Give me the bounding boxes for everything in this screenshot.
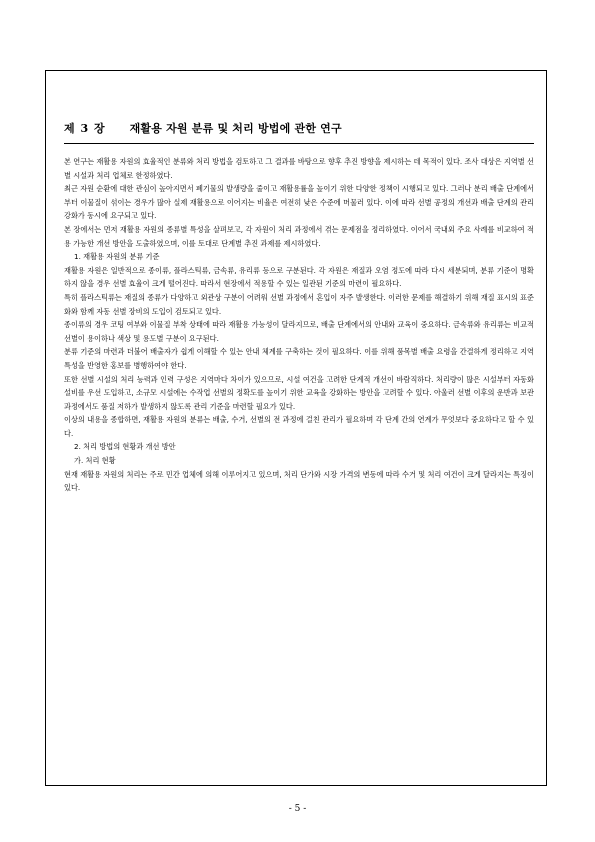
paragraph: 본 장에서는 먼저 재활용 자원의 종류별 특성을 살펴보고, 각 자원이 처리 과정에서 겪는 문제점을 정리하였다. 이어서 국내외 주요 사례를 비교하여 적용 가능한 개선 방안을 도출하였으며, 이를 토대로 단계별 추진 과제를 제시하였다. (64, 224, 534, 248)
paragraph: 최근 자원 순환에 대한 관심이 높아지면서 폐기물의 발생량을 줄이고 재활용률을 높이기 위한 다양한 정책이 시행되고 있다. 그러나 분리 배출 단계에서부터 이물질이 섞이는 경우가 많아 실제 재활용으로 이어지는 비율은 여전히 낮은 수준에 머물러 있다. 이에 따라 선별 공정의 개선과 배출 단계의 관리 강화가 동시에 요구되고 있다. (64, 184, 534, 221)
chapter-heading (64, 117, 530, 139)
paragraph: 이상의 내용을 종합하면, 재활용 자원의 분류는 배출, 수거, 선별의 전 과정에 걸친 관리가 필요하며 각 단계 간의 연계가 무엇보다 중요하다고 할 수 있다. (64, 415, 534, 438)
heading-divider (64, 143, 534, 144)
page-number: - 5 - (288, 804, 307, 814)
paragraph: 본 연구는 재활용 자원의 효율적인 분류와 처리 방법을 검토하고 그 결과를 바탕으로 향후 추진 방향을 제시하는 데 목적이 있다. 조사 대상은 지역별 선별 시설과 처리 업체로 한정하였다. (64, 157, 534, 180)
paragraph: 가. 처리 현황 (74, 456, 116, 466)
paragraph: 또한 선별 시설의 처리 능력과 인력 구성은 지역마다 차이가 있으므로, 시설 여건을 고려한 단계적 개선이 바람직하다. 처리량이 많은 시설부터 자동화 설비를 우선 도입하고, 소규모 시설에는 수작업 선별의 정확도를 높이기 위한 교육을 강화하는 방안을 고려할 수 있다. 아울러 선별 이후의 운반과 보관 과정에서도 품질 저하가 발생하지 않도록 관리 기준을 마련할 필요가 있다. (64, 374, 534, 411)
paragraph: 종이류의 경우 코팅 여부와 이물질 부착 상태에 따라 재활용 가능성이 달라지므로, 배출 단계에서의 안내와 교육이 중요하다. 금속류와 유리류는 비교적 선별이 용이하나 색상 및 용도별 구분이 요구된다. (64, 320, 534, 343)
paragraph: 1. 재활용 자원의 분류 기준 (74, 252, 160, 262)
paragraph: 현재 재활용 자원의 처리는 주로 민간 업체에 의해 이루어지고 있으며, 처리 단가와 시장 가격의 변동에 따라 수거 및 처리 여건이 크게 달라지는 특징이 있다. (64, 469, 534, 493)
paragraph: 2. 처리 방법의 현황과 개선 방안 (74, 442, 176, 452)
body-text (64, 155, 534, 495)
chapter-label: 제 3 장 (64, 122, 106, 135)
paragraph: 특히 플라스틱류는 재질의 종류가 다양하고 외관상 구분이 어려워 선별 과정에서 혼입이 자주 발생한다. 이러한 문제를 해결하기 위해 재질 표시의 표준화와 함께 자동 선별 장비의 도입이 검토되고 있다. (64, 292, 534, 316)
chapter-title: 재활용 자원 분류 및 처리 방법에 관한 연구 (129, 122, 342, 135)
paragraph: 분류 기준의 마련과 더불어 배출자가 쉽게 이해할 수 있는 안내 체계를 구축하는 것이 필요하다. 이를 위해 품목별 배출 요령을 간결하게 정리하고 지역 특성을 반영한 홍보를 병행하여야 한다. (64, 347, 534, 370)
paragraph: 재활용 자원은 일반적으로 종이류, 플라스틱류, 금속류, 유리류 등으로 구분된다. 각 자원은 재질과 오염 정도에 따라 다시 세분되며, 분류 기준이 명확하지 않을 경우 선별 효율이 크게 떨어진다. 따라서 현장에서 적용할 수 있는 일관된 기준의 마련이 필요하다. (64, 265, 534, 289)
page-frame (45, 70, 547, 786)
